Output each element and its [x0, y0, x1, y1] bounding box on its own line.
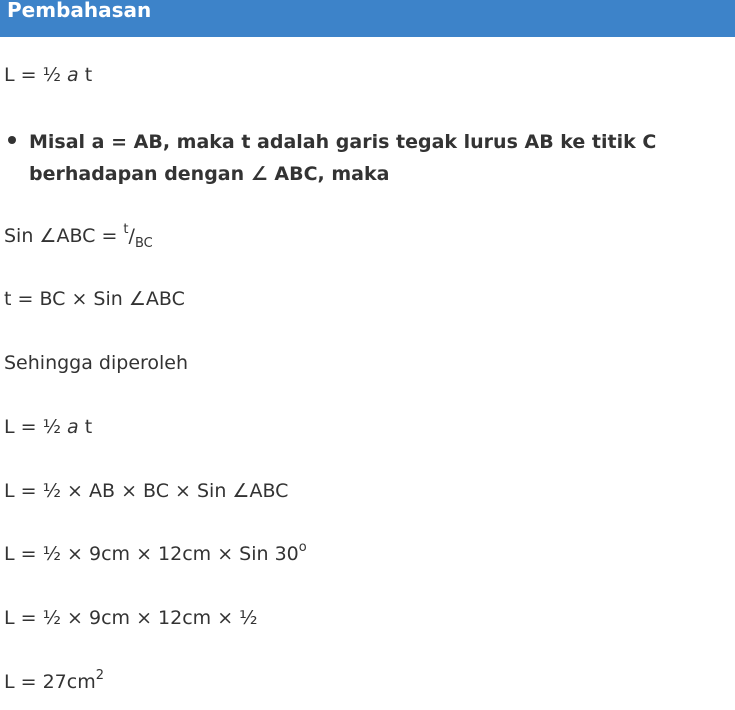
- bullet-dot-icon: [8, 136, 16, 144]
- sin-relation: [4, 224, 153, 251]
- section-header: [0, 0, 735, 37]
- area-formula-prefix: L = ½: [4, 64, 68, 86]
- sin-relation-slash: /: [128, 225, 135, 247]
- area-formula-2-prefix: L = ½: [4, 416, 68, 438]
- calculation-step-2-text: L = ½ × 9cm × 12cm × Sin 30: [4, 543, 299, 565]
- bullet-text: Misal a = AB, maka t adalah garis tegak lurus AB ke titik C berhadapan dengan ∠ ABC, maka: [29, 131, 657, 185]
- section-title: Pembahasan: [7, 0, 152, 22]
- area-formula-repeat: [4, 415, 92, 439]
- final-result-text: L = 27cm: [4, 671, 96, 693]
- therefore-text: Sehingga diperoleh: [4, 352, 189, 374]
- calculation-step-1: L = ½ × AB × BC × Sin ∠ABC: [4, 480, 289, 502]
- sin-relation-numerator: t: [123, 222, 129, 237]
- area-formula-suffix: t: [78, 64, 93, 86]
- area-formula-2-variable: a: [67, 416, 79, 438]
- area-formula-2-suffix: t: [78, 416, 93, 438]
- t-expression: t = BC × Sin ∠ABC: [4, 288, 185, 310]
- final-result: [4, 670, 104, 697]
- area-formula: [4, 63, 92, 87]
- area-formula-variable: a: [67, 64, 79, 86]
- calculation-step-2: [4, 542, 307, 569]
- squared-exponent: 2: [95, 668, 104, 683]
- degree-symbol: o: [298, 540, 307, 555]
- sin-relation-denominator: BC: [134, 236, 153, 251]
- sin-relation-prefix: Sin ∠ABC =: [4, 225, 124, 247]
- calculation-step-3: L = ½ × 9cm × 12cm × ½: [4, 607, 258, 629]
